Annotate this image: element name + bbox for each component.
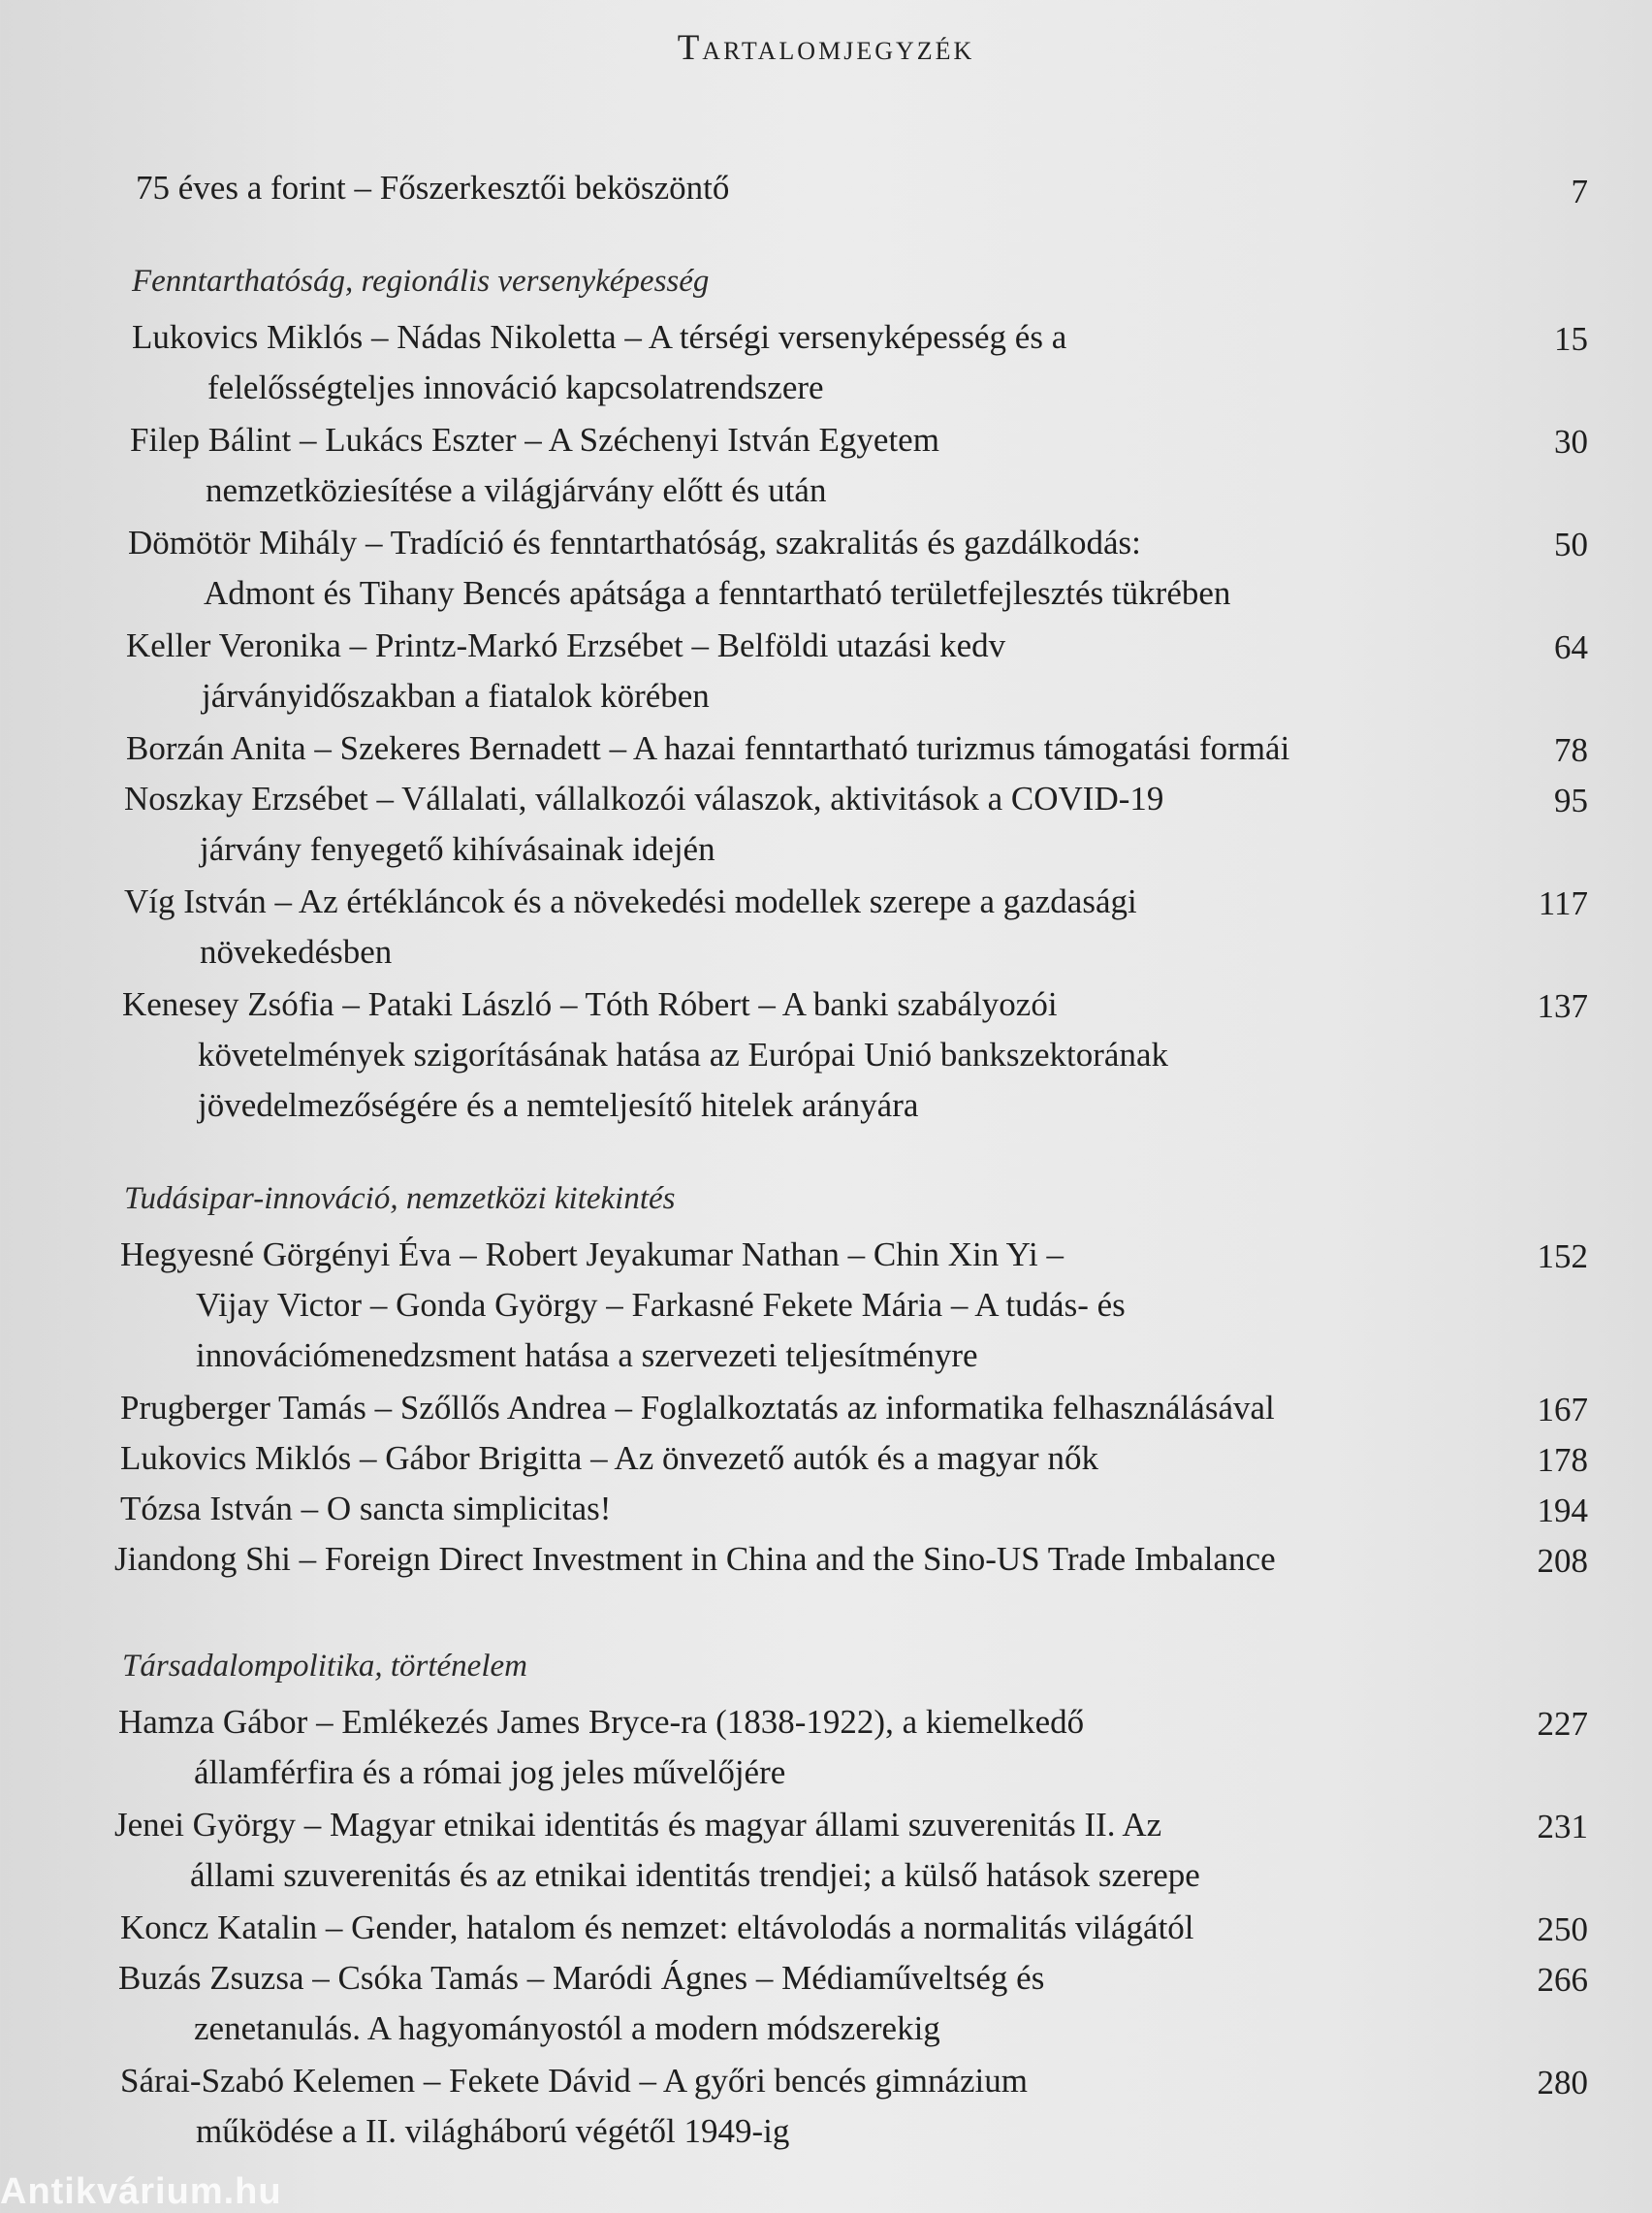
entry-continuation-line: működése a II. világháború végétől 1949-ig <box>196 2112 790 2150</box>
entry-title-line: Lukovics Miklós – Nádas Nikoletta – A térségi versenyképesség és a <box>132 318 1067 356</box>
entry-continuation-line: állami szuverenitás és az etnikai identitás trendjei; a külső hatások szerepe <box>190 1856 1200 1894</box>
entry-title-line: Jenei György – Magyar etnikai identitás és magyar állami szuverenitás II. Az <box>114 1806 1162 1844</box>
section-title: Fenntarthatóság, regionális versenyképesség <box>132 264 710 299</box>
entry-page-number: 95 <box>1554 782 1588 819</box>
entry-title-line: Kenesey Zsófia – Pataki László – Tóth Róbert – A banki szabályozói <box>122 985 1058 1023</box>
entry-continuation-line: jövedelmezőségére és a nemteljesítő hitelek arányára <box>198 1086 919 1124</box>
entry-page-number: 137 <box>1537 987 1588 1025</box>
entry-continuation-line: járvány fenyegető kihívásainak idején <box>200 830 715 868</box>
entry-continuation-line: államférfira és a római jog jeles művelőjére <box>194 1753 786 1791</box>
entry-continuation-line: követelmények szigorításának hatása az Európai Unió bankszektorának <box>198 1036 1169 1074</box>
entry-page-number: 178 <box>1537 1441 1588 1479</box>
entry-page-number: 30 <box>1554 423 1588 461</box>
section-title: Tudásipar-innováció, nemzetközi kitekintés <box>124 1181 676 1216</box>
entry-page-number: 280 <box>1537 2064 1588 2101</box>
entry-page-number: 50 <box>1554 526 1588 563</box>
entry-page-number: 208 <box>1537 1542 1588 1580</box>
entry-title-line: Hamza Gábor – Emlékezés James Bryce-ra (1838-1922), a kiemelkedő <box>118 1703 1085 1741</box>
entry-continuation-line: innovációmenedzsment hatása a szervezeti teljesítményre <box>196 1336 978 1374</box>
entry-page-number: 266 <box>1537 1961 1588 1999</box>
entry-page-number: 250 <box>1537 1910 1588 1948</box>
entry-title-line: Filep Bálint – Lukács Eszter – A Széchenyi István Egyetem <box>130 421 939 459</box>
intro-entry-title: 75 éves a forint – Főszerkesztői beköszöntő <box>136 169 730 207</box>
entry-title-line: Dömötör Mihály – Tradíció és fenntarthatóság, szakralitás és gazdálkodás: <box>128 524 1141 561</box>
entry-title-line: Noszkay Erzsébet – Vállalati, vállalkozói válaszok, aktivitások a COVID-19 <box>124 780 1164 818</box>
entry-title-line: Buzás Zsuzsa – Csóka Tamás – Maródi Ágnes – Médiaműveltség és <box>118 1959 1045 1997</box>
entry-page-number: 194 <box>1537 1491 1588 1529</box>
entry-title-line: Víg István – Az értékláncok és a növekedési modellek szerepe a gazdasági <box>124 882 1137 920</box>
entry-title-line: Lukovics Miklós – Gábor Brigitta – Az önvezető autók és a magyar nők <box>120 1439 1098 1477</box>
entry-title-line: Jiandong Shi – Foreign Direct Investment in China and the Sino-US Trade Imbalance <box>114 1540 1276 1578</box>
entry-page-number: 15 <box>1554 320 1588 358</box>
intro-entry-page: 7 <box>1571 173 1588 210</box>
entry-title-line: Borzán Anita – Szekeres Bernadett – A hazai fenntartható turizmus támogatási formái <box>126 729 1290 767</box>
entry-continuation-line: zenetanulás. A hagyományostól a modern módszerekig <box>194 2009 940 2047</box>
entry-continuation-line: nemzetköziesítése a világjárvány előtt és után <box>206 471 827 509</box>
entry-continuation-line: felelősségteljes innováció kapcsolatrendszere <box>207 369 824 406</box>
watermark: Antikvárium.hu <box>0 2171 282 2212</box>
entry-continuation-line: járványidőszakban a fiatalok körében <box>202 677 710 715</box>
entry-title-line: Tózsa István – O sancta simplicitas! <box>120 1490 612 1527</box>
toc-heading: Tartalomjegyzék <box>677 28 975 68</box>
entry-continuation-line: növekedésben <box>200 933 393 971</box>
entry-page-number: 231 <box>1537 1808 1588 1845</box>
entry-title-line: Koncz Katalin – Gender, hatalom és nemzet: eltávolodás a normalitás világától <box>120 1908 1194 1946</box>
entry-page-number: 117 <box>1538 884 1588 922</box>
entry-continuation-line: Admont és Tihany Bencés apátsága a fenntartható területfejlesztés tükrében <box>204 574 1231 612</box>
entry-page-number: 152 <box>1537 1237 1588 1275</box>
entry-page-number: 78 <box>1554 731 1588 769</box>
entry-title-line: Hegyesné Görgényi Éva – Robert Jeyakumar Nathan – Chin Xin Yi – <box>120 1235 1064 1273</box>
entry-title-line: Sárai-Szabó Kelemen – Fekete Dávid – A győri bencés gimnázium <box>120 2062 1028 2100</box>
entry-page-number: 167 <box>1537 1391 1588 1428</box>
entry-page-number: 227 <box>1537 1705 1588 1743</box>
entry-page-number: 64 <box>1554 628 1588 666</box>
section-title: Társadalompolitika, történelem <box>122 1649 527 1684</box>
entry-title-line: Prugberger Tamás – Szőllős Andrea – Foglalkoztatás az informatika felhasználásával <box>120 1389 1275 1427</box>
entry-title-line: Keller Veronika – Printz-Markó Erzsébet – Belföldi utazási kedv <box>126 626 1006 664</box>
entry-continuation-line: Vijay Victor – Gonda György – Farkasné Fekete Mária – A tudás- és <box>196 1286 1126 1324</box>
